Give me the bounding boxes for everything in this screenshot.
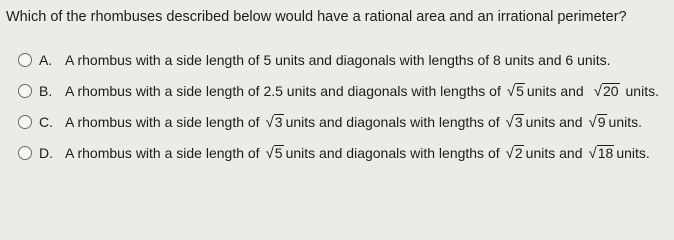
radio-button-a[interactable] bbox=[18, 53, 32, 67]
option-letter: D. bbox=[39, 144, 53, 161]
radical-sign-icon: √ bbox=[265, 145, 274, 163]
question-text: Which of the rhombuses described below would have a rational area and an irrational perimeter? bbox=[6, 9, 627, 25]
square-root-expression bbox=[594, 83, 620, 99]
radio-button-b[interactable] bbox=[18, 84, 32, 98]
radicand: 20 bbox=[602, 82, 619, 99]
radical-sign-icon: √ bbox=[505, 114, 514, 132]
radicand: 2 bbox=[514, 144, 523, 161]
square-root-expression bbox=[506, 114, 524, 130]
option-letter: B. bbox=[39, 82, 53, 99]
option-text: units and diagonals with lengths of bbox=[285, 113, 500, 130]
radicand: 9 bbox=[597, 113, 606, 130]
option-text: units and diagonals with lengths of bbox=[285, 144, 500, 161]
square-root-expression bbox=[266, 145, 284, 161]
radio-button-d[interactable] bbox=[18, 146, 32, 160]
option-text: units. bbox=[616, 144, 650, 161]
answer-options bbox=[18, 44, 668, 168]
square-root-expression bbox=[506, 145, 524, 161]
square-root-expression bbox=[589, 114, 607, 130]
radio-button-c[interactable] bbox=[18, 115, 32, 129]
radical-sign-icon: √ bbox=[588, 145, 597, 163]
option-c[interactable] bbox=[18, 106, 668, 137]
option-text: A rhombus with a side length of 2.5 units and diagonals with lengths of bbox=[65, 82, 501, 99]
radical-sign-icon: √ bbox=[506, 83, 516, 101]
radical-sign-icon: √ bbox=[265, 114, 274, 132]
radical-sign-icon: √ bbox=[593, 83, 602, 101]
option-text: units and bbox=[526, 82, 584, 99]
option-text: A rhombus with a side length of 5 units and diagonals with lengths of 8 units and 6 units. bbox=[65, 51, 611, 68]
square-root-expression bbox=[507, 83, 525, 99]
option-text: A rhombus with a side length of bbox=[65, 113, 260, 130]
option-letter: A. bbox=[39, 51, 53, 68]
option-b[interactable] bbox=[18, 75, 668, 106]
square-root-expression bbox=[589, 145, 615, 161]
radicand: 3 bbox=[274, 113, 283, 130]
option-text: units and bbox=[525, 113, 583, 130]
option-text: A rhombus with a side length of bbox=[65, 144, 260, 161]
square-root-expression bbox=[266, 114, 284, 130]
radicand: 18 bbox=[597, 144, 614, 161]
option-d[interactable] bbox=[18, 137, 668, 168]
radical-sign-icon: √ bbox=[505, 145, 514, 163]
radicand: 3 bbox=[514, 113, 523, 130]
option-text: units. bbox=[608, 113, 642, 130]
radicand: 5 bbox=[274, 144, 283, 161]
option-letter: C. bbox=[39, 113, 53, 130]
radicand: 5 bbox=[516, 82, 524, 99]
option-a[interactable] bbox=[18, 44, 668, 75]
option-text: units. bbox=[625, 82, 659, 99]
radical-sign-icon: √ bbox=[588, 114, 597, 132]
option-text: units and bbox=[525, 144, 583, 161]
